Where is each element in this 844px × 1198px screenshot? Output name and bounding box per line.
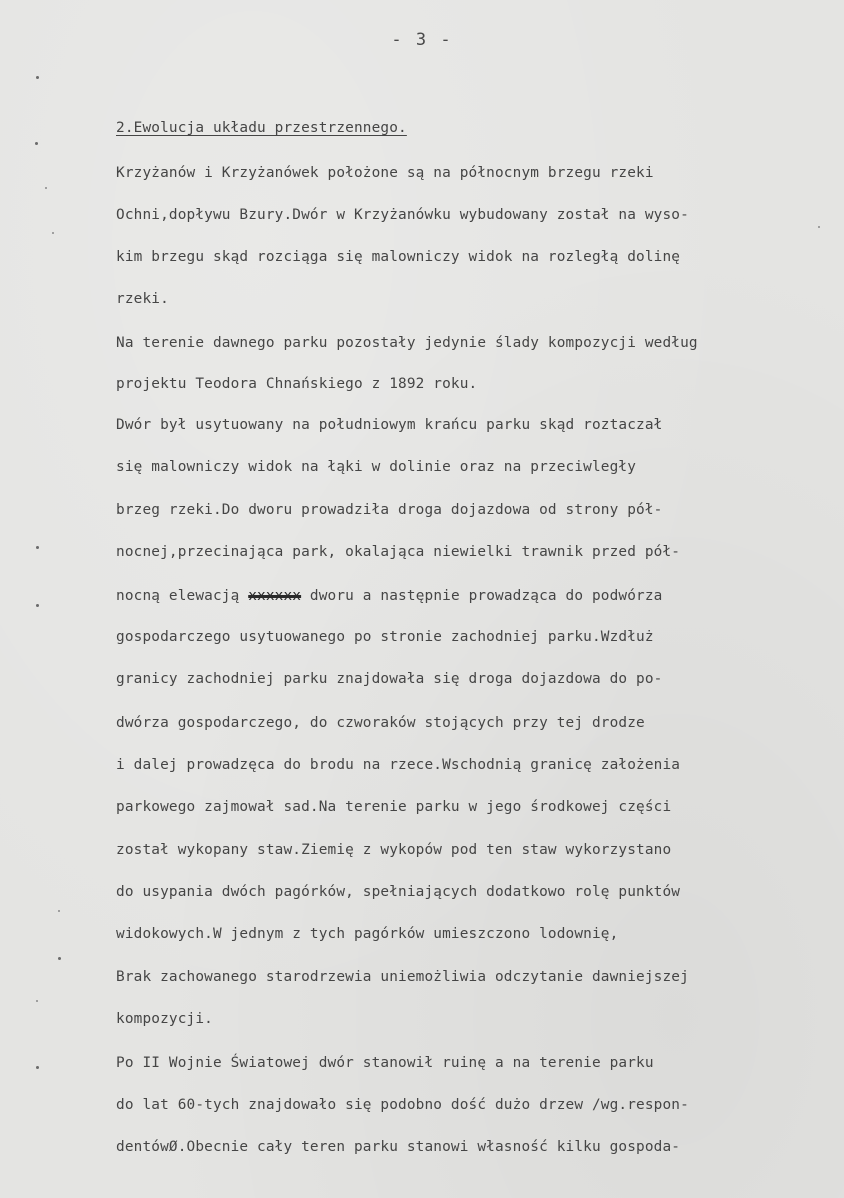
body-line: do usypania dwóch pagórków, spełniających dodatkowo rolę punktów [116,884,681,900]
margin-dot [36,76,39,79]
body-line: Ochni,dopływu Bzury.Dwór w Krzyżanówku wybudowany został na wyso- [116,207,689,223]
body-line: dentówØ.Obecnie cały teren parku stanowi własność kilku gospoda- [116,1139,681,1155]
margin-dot [36,1066,39,1069]
margin-dot [818,226,820,228]
margin-dot [36,546,39,549]
body-line-end: dworu a następnie prowadząca do podwórza [301,588,663,604]
margin-dot [36,1000,38,1002]
body-line: i dalej prowadzęca do brodu na rzece.Wschodnią granicę założenia [116,757,681,773]
margin-dot [52,232,54,234]
body-line: się malowniczy widok na łąki w dolinie oraz na przeciwległy [116,459,637,475]
body-line: widokowych.W jednym z tych pagórków umieszczono lodownię, [116,926,619,942]
body-line: Brak zachowanego starodrzewia uniemożliwia odczytanie dawniejszej [116,969,689,985]
margin-dot [35,142,38,145]
margin-dot [45,187,47,189]
body-line: dwórza gospodarczego, do czworaków stojących przy tej drodze [116,715,645,731]
body-line: granicy zachodniej parku znajdowała się droga dojazdowa do po- [116,671,663,687]
body-line: Dwór był usytuowany na południowym krańcu parku skąd roztaczał [116,417,663,433]
body-line: do lat 60-tych znajdowało się podobno dość dużo drzew /wg.respon- [116,1097,689,1113]
body-line: rzeki. [116,291,169,307]
struck-out-word: xxxxxx [248,588,302,604]
body-line: gospodarczego usytuowanego po stronie zachodniej parku.Wzdłuż [116,629,654,645]
body-line: brzeg rzeki.Do dworu prowadziła droga dojazdowa od strony pół- [116,502,663,518]
body-line: parkowego zajmował sad.Na terenie parku w jego środkowej części [116,799,672,815]
page-number: - 3 - [391,30,453,50]
margin-dot [36,604,39,607]
body-line [116,586,662,606]
margin-dot [58,957,61,960]
body-line: projektu Teodora Chnańskiego z 1892 roku. [116,376,478,392]
body-line-start: nocną elewacją [116,588,249,604]
section-heading: 2.Ewolucja układu przestrzennego. [116,120,407,136]
body-line: nocnej,przecinająca park, okalająca niewielki trawnik przed pół- [116,544,681,560]
body-line: Na terenie dawnego parku pozostały jedynie ślady kompozycji według [116,335,698,351]
body-line: Krzyżanów i Krzyżanówek położone są na północnym brzegu rzeki [116,165,654,181]
body-line: Po II Wojnie Światowej dwór stanowił ruinę a na terenie parku [116,1055,654,1071]
body-line: kompozycji. [116,1011,213,1027]
body-line: został wykopany staw.Ziemię z wykopów pod ten staw wykorzystano [116,842,672,858]
margin-dot [58,910,60,912]
body-line: kim brzegu skąd rozciąga się malowniczy widok na rozległą dolinę [116,249,681,265]
